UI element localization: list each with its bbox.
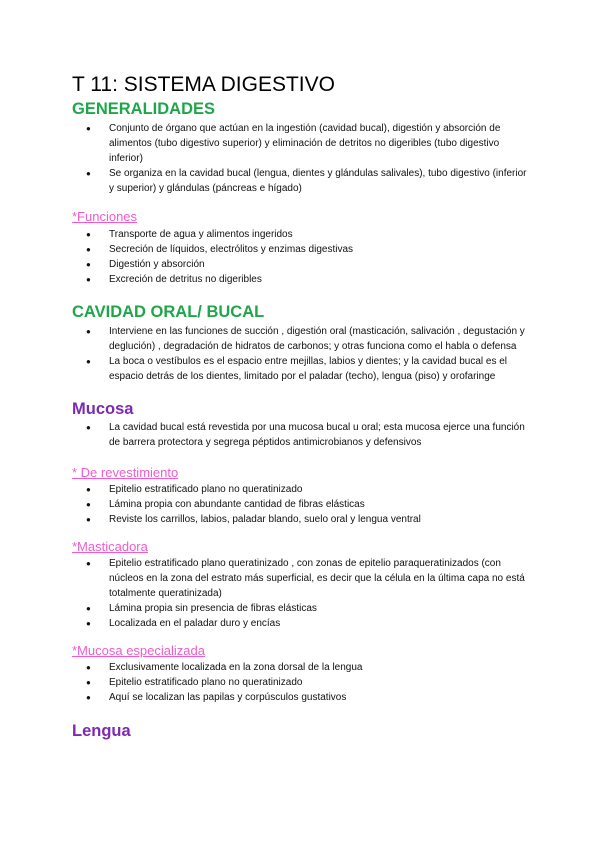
heading-masticadora: *Masticadora xyxy=(72,539,148,554)
list-funciones xyxy=(72,227,532,287)
list-revestimiento xyxy=(72,482,532,527)
list-cavidad-oral xyxy=(72,324,532,384)
list-item: ● Aquí se localizan las papilas y corpúsculos gustativos xyxy=(72,690,532,705)
list-item: ● Epitelio estratificado plano no queratinizado xyxy=(72,482,532,497)
heading-funciones: *Funciones xyxy=(72,209,138,224)
list-item: ● Secreción de líquidos, electrólitos y enzimas digestivas xyxy=(72,242,532,257)
list-masticadora xyxy=(72,556,532,631)
heading-mucosa-especializada: *Mucosa especializada xyxy=(72,643,205,658)
list-item: ● Digestión y absorción xyxy=(72,257,532,272)
list-item: ● La cavidad bucal está revestida por una mucosa bucal u oral; esta mucosa ejerce una función de barrera protectora y segrega péptidos antimicrobianos y defensivos xyxy=(72,420,532,450)
list-item: ● Epitelio estratificado plano no queratinizado xyxy=(72,675,532,690)
list-item: ● Exclusivamente localizada en la zona dorsal de la lengua xyxy=(72,660,532,675)
heading-mucosa: Mucosa xyxy=(72,400,134,418)
list-item: ● Se organiza en la cavidad bucal (lengua, dientes y glándulas salivales), tubo digestivo (inferior y superior) y glándulas (páncreas e hígado) xyxy=(72,166,532,196)
list-item: ● Localizada en el paladar duro y encías xyxy=(72,616,532,631)
list-item: ● Lámina propia sin presencia de fibras elásticas xyxy=(72,601,532,616)
list-mucosa xyxy=(72,420,532,450)
list-item: ● Conjunto de órgano que actúan en la ingestión (cavidad bucal), digestión y absorción de alimentos (tubo digestivo superior) y eliminación de detritos no digeribles (tubo digestivo inferior) xyxy=(72,121,532,166)
document-title: T 11: SISTEMA DIGESTIVO xyxy=(72,73,335,96)
heading-generalidades: GENERALIDADES xyxy=(72,100,216,118)
list-generalidades xyxy=(72,121,532,196)
list-item: ● Lámina propia con abundante cantidad de fibras elásticas xyxy=(72,497,532,512)
list-item: ● Epitelio estratificado plano queratinizado , con zonas de epitelio paraqueratinizados (con núcleos en la zona del estrato más superficial, es decir que la célula en la última capa no está totalmente queratinizada) xyxy=(72,556,532,601)
list-item: ● Transporte de agua y alimentos ingeridos xyxy=(72,227,532,242)
heading-lengua: Lengua xyxy=(72,722,131,740)
list-item: ● Interviene en las funciones de succión , digestión oral (masticación, salivación , degustación y deglución) , degradación de hidratos de carbonos; y otras funciona como el habla o defensa xyxy=(72,324,532,354)
heading-cavidad-oral: CAVIDAD ORAL/ BUCAL xyxy=(72,303,265,321)
list-item: ● Reviste los carrillos, labios, paladar blando, suelo oral y lengua ventral xyxy=(72,512,532,527)
list-mucosa-especializada xyxy=(72,660,532,705)
heading-revestimiento: * De revestimiento xyxy=(72,465,179,480)
list-item: ● La boca o vestíbulos es el espacio entre mejillas, labios y dientes; y la cavidad bucal es el espacio detrás de los dientes, limitado por el paladar (techo), lengua (piso) y orofaringe xyxy=(72,354,532,384)
list-item: ● Excreción de detritus no digeribles xyxy=(72,272,532,287)
document-page xyxy=(72,72,532,741)
